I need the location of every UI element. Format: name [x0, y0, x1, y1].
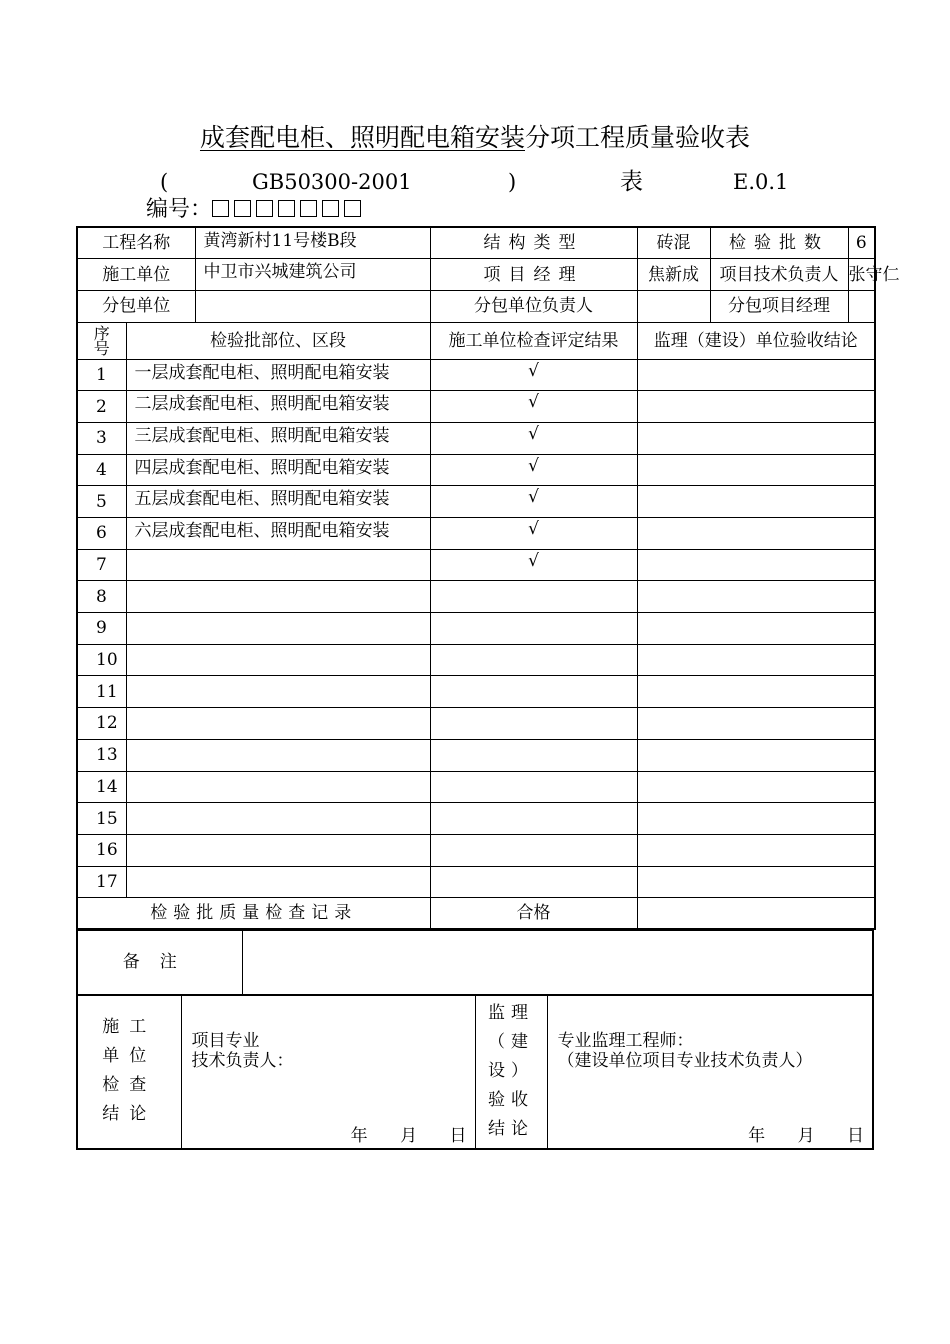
- structure-type-label: 结构类型: [430, 227, 637, 259]
- supervision-signature-text: [558, 1031, 813, 1071]
- row-number: 5: [77, 486, 126, 518]
- location-header: 检验批部位、区段: [126, 322, 430, 359]
- code-box[interactable]: [300, 200, 317, 217]
- row-number: 15: [77, 803, 126, 835]
- record-result[interactable]: 合格: [430, 898, 637, 930]
- table-row: [77, 866, 875, 898]
- row-conclusion[interactable]: [637, 771, 875, 803]
- row-result[interactable]: [430, 613, 637, 645]
- construction-label-line: 单位: [102, 1046, 157, 1067]
- code-box[interactable]: [234, 200, 251, 217]
- row-result[interactable]: √: [430, 549, 637, 581]
- row-number: 10: [77, 644, 126, 676]
- row-conclusion[interactable]: [637, 454, 875, 486]
- signoff-row: [77, 995, 873, 1149]
- table-row: [77, 454, 875, 486]
- supervision-signature-cell[interactable]: [547, 995, 873, 1149]
- table-row: [77, 581, 875, 613]
- row-result[interactable]: √: [430, 391, 637, 423]
- remarks-table: [76, 930, 874, 996]
- construction-label-line: 结论: [102, 1104, 157, 1125]
- project-manager-value[interactable]: 焦新成: [637, 259, 710, 291]
- construction-label-line: 检查: [102, 1075, 157, 1096]
- supervision-label-line: （建: [488, 1031, 534, 1052]
- table-row: [77, 644, 875, 676]
- std-code: GB50300-2001: [252, 170, 412, 194]
- code-box[interactable]: [212, 200, 229, 217]
- self-check-header: 施工单位检查评定结果: [430, 322, 637, 359]
- row-location[interactable]: 六层成套配电柜、照明配电箱安装: [126, 518, 430, 550]
- construction-signature-cell[interactable]: [181, 995, 475, 1149]
- row-conclusion[interactable]: [637, 613, 875, 645]
- supervision-conclusion-label: [475, 995, 547, 1149]
- row-location[interactable]: 三层成套配电柜、照明配电箱安装: [126, 422, 430, 454]
- row-conclusion[interactable]: [637, 739, 875, 771]
- row-number: 2: [77, 391, 126, 423]
- seq-header: 序号: [77, 322, 126, 359]
- table-row: [77, 834, 875, 866]
- row-result[interactable]: [430, 581, 637, 613]
- row-conclusion[interactable]: [637, 422, 875, 454]
- title-rest: 分项工程质量验收表: [525, 123, 751, 152]
- row-location[interactable]: [126, 708, 430, 740]
- code-line: [146, 196, 366, 224]
- construction-unit-value[interactable]: 中卫市兴城建筑公司: [195, 259, 430, 291]
- row-location[interactable]: [126, 771, 430, 803]
- row-location[interactable]: 四层成套配电柜、照明配电箱安装: [126, 454, 430, 486]
- row-number: 4: [77, 454, 126, 486]
- code-box[interactable]: [278, 200, 295, 217]
- row-location[interactable]: [126, 581, 430, 613]
- construction-conclusion-label: [77, 995, 181, 1149]
- row-result[interactable]: √: [430, 454, 637, 486]
- table-row: [77, 803, 875, 835]
- code-box[interactable]: [344, 200, 361, 217]
- table-row: [77, 359, 875, 391]
- row-result[interactable]: [430, 644, 637, 676]
- acceptance-table: [76, 226, 900, 930]
- record-conclusion[interactable]: [637, 898, 875, 930]
- table-row: [77, 549, 875, 581]
- row-location[interactable]: 一层成套配电柜、照明配电箱安装: [126, 359, 430, 391]
- row-conclusion[interactable]: [637, 803, 875, 835]
- project-manager-label: 项目经理: [430, 259, 637, 291]
- supervision-label-line: 设）: [488, 1060, 534, 1081]
- row-conclusion[interactable]: [637, 644, 875, 676]
- remarks-row: [77, 931, 873, 995]
- row-number: 1: [77, 359, 126, 391]
- record-label: 检验批质量检查记录: [77, 898, 430, 930]
- tech-lead-label: 项目技术负责人: [710, 259, 848, 291]
- std-close: ): [508, 170, 517, 194]
- std-open: (: [160, 170, 169, 194]
- header-row-1: [77, 227, 875, 259]
- construction-unit-label: 施工单位: [77, 259, 195, 291]
- row-location[interactable]: 五层成套配电柜、照明配电箱安装: [126, 486, 430, 518]
- row-conclusion[interactable]: [637, 834, 875, 866]
- row-location[interactable]: [126, 549, 430, 581]
- row-number: 8: [77, 581, 126, 613]
- document-title: [0, 120, 950, 156]
- remarks-label: 备注: [77, 931, 242, 995]
- row-result[interactable]: [430, 866, 637, 898]
- row-conclusion[interactable]: [637, 391, 875, 423]
- title-underlined: 成套配电柜、照明配电箱安装: [199, 123, 525, 152]
- row-location[interactable]: [126, 644, 430, 676]
- table-row: [77, 771, 875, 803]
- row-number: 16: [77, 834, 126, 866]
- sub-pm-label: 分包项目经理: [710, 290, 848, 322]
- row-result[interactable]: √: [430, 518, 637, 550]
- construction-text-line-2: 技术负责人：: [191, 1051, 294, 1071]
- row-result[interactable]: [430, 834, 637, 866]
- row-location[interactable]: [126, 676, 430, 708]
- sub-lead-label: 分包单位负责人: [430, 290, 637, 322]
- project-name-value[interactable]: 黄湾新村11号楼B段: [195, 227, 430, 259]
- table-label: 表: [620, 169, 643, 195]
- construction-label-line: 施工: [102, 1017, 157, 1038]
- sub-pm-value[interactable]: [848, 290, 875, 322]
- row-conclusion[interactable]: [637, 708, 875, 740]
- table-row: [77, 422, 875, 454]
- column-header-row: [77, 322, 875, 359]
- row-location[interactable]: [126, 803, 430, 835]
- row-result[interactable]: [430, 771, 637, 803]
- row-conclusion[interactable]: [637, 486, 875, 518]
- supervision-label-line: 验收: [488, 1089, 534, 1110]
- row-number: 6: [77, 518, 126, 550]
- row-result[interactable]: [430, 708, 637, 740]
- row-number: 7: [77, 549, 126, 581]
- row-conclusion[interactable]: [637, 676, 875, 708]
- row-result[interactable]: √: [430, 359, 637, 391]
- table-number: E.0.1: [733, 170, 789, 194]
- table-row: [77, 518, 875, 550]
- row-number: 13: [77, 739, 126, 771]
- remarks-value[interactable]: [242, 931, 873, 995]
- row-conclusion[interactable]: [637, 581, 875, 613]
- row-result[interactable]: [430, 739, 637, 771]
- supervision-label-line: 监理: [488, 1002, 534, 1023]
- row-conclusion[interactable]: [637, 866, 875, 898]
- code-box[interactable]: [322, 200, 339, 217]
- row-number: 14: [77, 771, 126, 803]
- construction-date: 年 月 日: [350, 1125, 467, 1146]
- row-result[interactable]: [430, 803, 637, 835]
- row-conclusion[interactable]: [637, 359, 875, 391]
- subcontractor-value[interactable]: [195, 290, 430, 322]
- table-row: [77, 486, 875, 518]
- row-conclusion[interactable]: [637, 518, 875, 550]
- row-number: 3: [77, 422, 126, 454]
- construction-text-line-1: 项目专业: [191, 1031, 260, 1051]
- row-number: 9: [77, 613, 126, 645]
- header-row-3: [77, 290, 875, 322]
- supervision-label-line: 结论: [488, 1118, 534, 1139]
- batch-count-label: 检验批数: [710, 227, 848, 259]
- row-conclusion[interactable]: [637, 549, 875, 581]
- supervision-text-line-1: 专业监理工程师：: [557, 1031, 694, 1051]
- table-row: [77, 391, 875, 423]
- supervision-header: 监理（建设）单位验收结论: [637, 322, 875, 359]
- subcontractor-label: 分包单位: [77, 290, 195, 322]
- header-row-2: [77, 259, 875, 291]
- project-name-label: 工程名称: [77, 227, 195, 259]
- row-location[interactable]: 二层成套配电柜、照明配电箱安装: [126, 391, 430, 423]
- record-row: [77, 898, 875, 930]
- tech-lead-value[interactable]: 张守仁: [848, 259, 875, 291]
- row-number: 12: [77, 708, 126, 740]
- sub-lead-value[interactable]: [637, 290, 710, 322]
- row-result[interactable]: [430, 676, 637, 708]
- table-row: [77, 739, 875, 771]
- row-result[interactable]: √: [430, 422, 637, 454]
- row-number: 11: [77, 676, 126, 708]
- batch-count-value[interactable]: 6: [848, 227, 875, 259]
- table-row: [77, 676, 875, 708]
- construction-signature-text: [192, 1031, 294, 1071]
- code-label: 编号：: [146, 197, 213, 222]
- row-location[interactable]: [126, 739, 430, 771]
- row-location[interactable]: [126, 834, 430, 866]
- row-location[interactable]: [126, 613, 430, 645]
- table-row: [77, 613, 875, 645]
- supervision-text-line-2: （建设单位项目专业技术负责人）: [557, 1051, 813, 1071]
- row-result[interactable]: √: [430, 486, 637, 518]
- batch-rows: [77, 359, 875, 898]
- signoff-table: [76, 994, 874, 1150]
- code-box[interactable]: [256, 200, 273, 217]
- table-row: [77, 708, 875, 740]
- row-location[interactable]: [126, 866, 430, 898]
- row-number: 17: [77, 866, 126, 898]
- structure-type-value[interactable]: 砖混: [637, 227, 710, 259]
- supervision-date: 年 月 日: [748, 1125, 864, 1146]
